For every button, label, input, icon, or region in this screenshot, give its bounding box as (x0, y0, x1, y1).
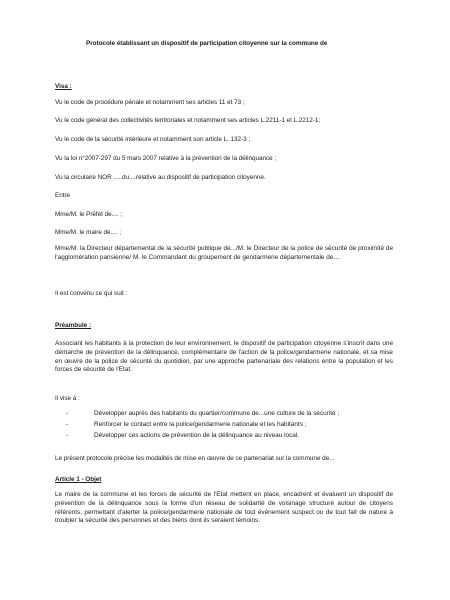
party-maire: Mme/M. le maire de.... ; (55, 229, 121, 236)
visa-item: Vu la loi n°2007-297 du 5 mars 2007 relative à la prévention de la délinquance ; (55, 155, 277, 162)
document-title: Protocole établissant un dispositif de participation citoyenne sur la commune de (86, 40, 328, 47)
party-prefet: Mme/M. le Préfet de.... ; (55, 211, 122, 218)
convenu-line: Il est convenu ce qui suit : (55, 290, 128, 297)
visa-item: Vu le code général des collectivités territoriales et notamment ses articles L.2211-1 et L.2212-1; (55, 117, 321, 124)
preambule-paragraph: Associant les habitants à la protection de leur environnement, le dispositif de participation citoyenne s'inscrit dans une démarche de prévention de la délinquance, complémentaire de l'action de la police/gendarmerie nationale, et sa mise en œuvre de la police de sécurité du quotidien, par une approche partenariale des relations entre la population et les forces de sécurité de l'Etat. (55, 340, 393, 374)
vise-list-item (66, 410, 339, 418)
article1-paragraph: Le maire de la commune et les forces de sécurité de l'Etat mettent en place, encadrent et évaluent un dispositif de prévention de la délinquance sous la forme d'un réseau de solidarité de voisinage structuré autour de citoyens référents, permettant d'alerter la police/gendarmerie nationale de tout événement suspect ou de tout fait de nature à troubler la sécurité des personnes et des biens dont ils seraient témoins. (55, 491, 393, 525)
vise-label: Il vise à : (55, 395, 80, 402)
preambule-heading: Préambule : (55, 322, 92, 329)
entre-label: Entre (55, 192, 71, 199)
bullet-dash-icon: - (66, 432, 69, 439)
visa-heading: Visa : (55, 83, 72, 90)
protocole-sentence: Le présent protocole précise les modalités de mise en œuvre de ce partenariat sur la commune de... (55, 455, 335, 462)
visa-item: Vu le code de procédure pénale et notamment ses articles 11 et 73 ; (55, 99, 245, 106)
bullet-dash-icon: - (66, 421, 69, 428)
visa-item: Vu la circulaire NOR .....du....relative au dispositif de participation citoyenne. (55, 174, 266, 181)
visa-item: Vu le code de la sécurité intérieure et notamment son article L. 132-3 ; (55, 136, 251, 143)
article1-heading: Article 1 - Objet (55, 476, 102, 483)
vise-list-item (66, 432, 299, 440)
director-paragraph: Mme/M. la Directeur départemental de la sécurité publique de.../M. le Directeur de la police de sécurité de proximité de l'agglomération parisienne/ M. le Commandant du groupement de gendarmerie départementale de.... (55, 245, 393, 261)
vise-list-item (66, 421, 306, 429)
vise-item-text: Renforcer le contact entre la police/gendarmerie nationale et les habitants ; (94, 421, 307, 428)
vise-item-text: Développer auprès des habitants du quartier/commune de...une culture de la sécurité ; (94, 410, 340, 417)
vise-item-text: Développer ces actions de prévention de la délinquance au niveau local. (94, 432, 299, 439)
bullet-dash-icon: - (66, 410, 69, 417)
